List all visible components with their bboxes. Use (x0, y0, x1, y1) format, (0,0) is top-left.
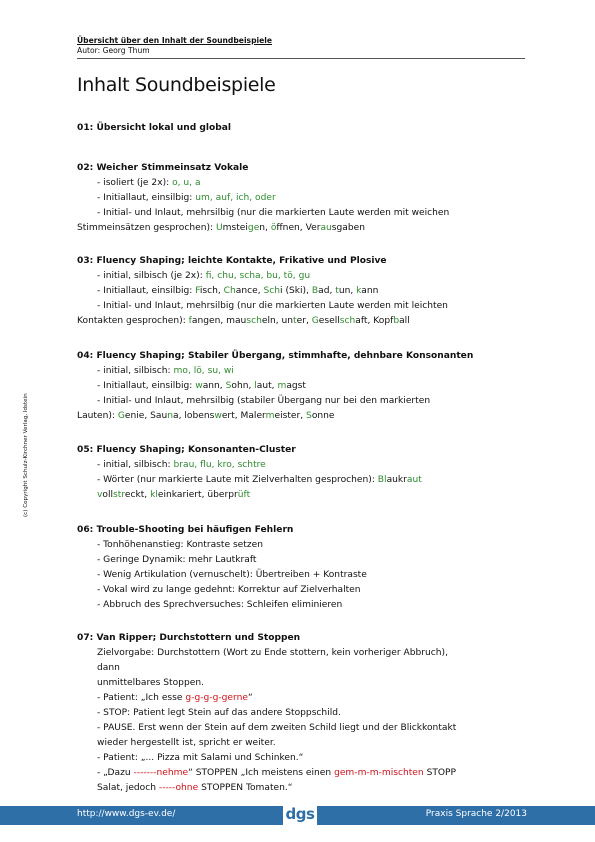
list-item: - Initiallaut, einsilbig: wann, Sohn, laut, magst (97, 381, 306, 391)
section-heading: 01: Übersicht lokal und global (77, 123, 232, 133)
section-heading: 07: Van Ripper; Durchstottern und Stoppen (77, 633, 301, 643)
list-item: - Patient: „... Pizza mit Salami und Schinken.“ (97, 753, 304, 763)
list-item: - initial, silbisch: brau, flu, kro, schtre (97, 460, 266, 470)
section-heading: 03: Fluency Shaping; leichte Kontakte, Frikative und Plosive (77, 256, 387, 266)
section-heading: 06: Trouble-Shooting bei häufigen Fehlern (77, 525, 294, 535)
list-item: - initial, silbisch: mo, lö, su, wi (97, 366, 234, 376)
dgs-logo: dgs (283, 802, 317, 826)
list-item: - Initial- und Inlaut, mehrsilbig (stabiler Übergang nur bei den markierten (97, 396, 431, 406)
list-item: - Tonhöhenanstieg: Kontraste setzen (97, 540, 263, 550)
list-item: - „Dazu -------nehme“ STOPPEN „Ich meistens einen gem-m-m-mischten STOPP (97, 768, 457, 778)
list-item-continued: unmittelbares Stoppen. (97, 678, 204, 688)
section-02 (77, 161, 527, 236)
section-04 (77, 349, 527, 424)
section-07 (77, 631, 527, 796)
section-heading: 02: Weicher Stimmeinsatz Vokale (77, 163, 249, 173)
list-item-continued: dann (97, 663, 120, 673)
list-item: - initial, silbisch (je 2x): fi, chu, scha, bu, tö, gu (97, 271, 311, 281)
list-item: - STOP: Patient legt Stein auf das andere Stoppschild. (97, 708, 341, 718)
list-item: - Wörter (nur markierte Laute mit Zielverhalten gesprochen): Blaukraut (97, 475, 422, 485)
section-heading: 04: Fluency Shaping; Stabiler Übergang, stimmhafte, dehnbare Konsonanten (77, 351, 474, 361)
section-heading: 05: Fluency Shaping; Konsonanten-Cluster (77, 445, 296, 455)
list-item: - Initial- und Inlaut, mehrsilbig (nur die markierten Laute werden mit weichen (97, 208, 450, 218)
list-item: - Initiallaut, einsilbig: um, auf, ich, oder (97, 193, 276, 203)
list-item-continued: wieder hergestellt ist, spricht er weiter. (97, 738, 276, 748)
list-item-continued: Kontakten gesprochen): fangen, mauscheln, unter, Gesellschaft, Kopfball (77, 316, 410, 326)
list-item: - Initiallaut, einsilbig: Fisch, Chance, Schi (Ski), Bad, tun, kann (97, 286, 379, 296)
list-item: - Geringe Dynamik: mehr Lautkraft (97, 555, 257, 565)
copyright-side-note: (c) Copyright Schulz-Kirchner Verlag, Idstein (23, 393, 29, 517)
list-item: - Vokal wird zu lange gedehnt: Korrektur auf Zielverhalten (97, 585, 361, 595)
list-item: - Abbruch des Sprechversuches: Schleifen eliminieren (97, 600, 343, 610)
footer-issue: Praxis Sprache 2/2013 (425, 809, 527, 819)
page-header (77, 36, 525, 59)
list-item: Zielvorgabe: Durchstottern (Wort zu Ende stottern, kein vorheriger Abbruch), (97, 648, 448, 658)
list-item: - Initial- und Inlaut, mehrsilbig (nur die markierten Laute werden mit leichten (97, 301, 448, 311)
header-author: Autor: Georg Thum (77, 46, 150, 55)
section-05 (77, 443, 527, 503)
section-01 (77, 121, 527, 136)
list-item-continued: Stimmeinsätzen gesprochen): Umsteigen, öffnen, Verausgaben (77, 223, 366, 233)
page-title: Inhalt Soundbeispiele (77, 74, 276, 96)
section-06 (77, 523, 527, 613)
list-item-continued: Lauten): Genie, Sauna, lobenswert, Malermeister, Sonne (77, 411, 335, 421)
footer-url-link[interactable]: http://www.dgs-ev.de/ (77, 809, 176, 819)
list-item: - Wenig Artikulation (vernuschelt): Übertreiben + Kontraste (97, 570, 367, 580)
list-item: - isoliert (je 2x): o, u, a (97, 178, 201, 188)
list-item: - PAUSE. Erst wenn der Stein auf dem zweiten Schild liegt und der Blickkontakt (97, 723, 457, 733)
section-03 (77, 254, 527, 329)
list-item-continued: Salat, jedoch -----ohne STOPPEN Tomaten.“ (97, 783, 293, 793)
list-item: - Patient: „Ich esse g-g-g-g-gerne“ (97, 693, 253, 703)
header-title: Übersicht über den Inhalt der Soundbeispiele (77, 36, 273, 45)
list-item-continued: vollstreckt, kleinkariert, überprüft (97, 490, 251, 500)
